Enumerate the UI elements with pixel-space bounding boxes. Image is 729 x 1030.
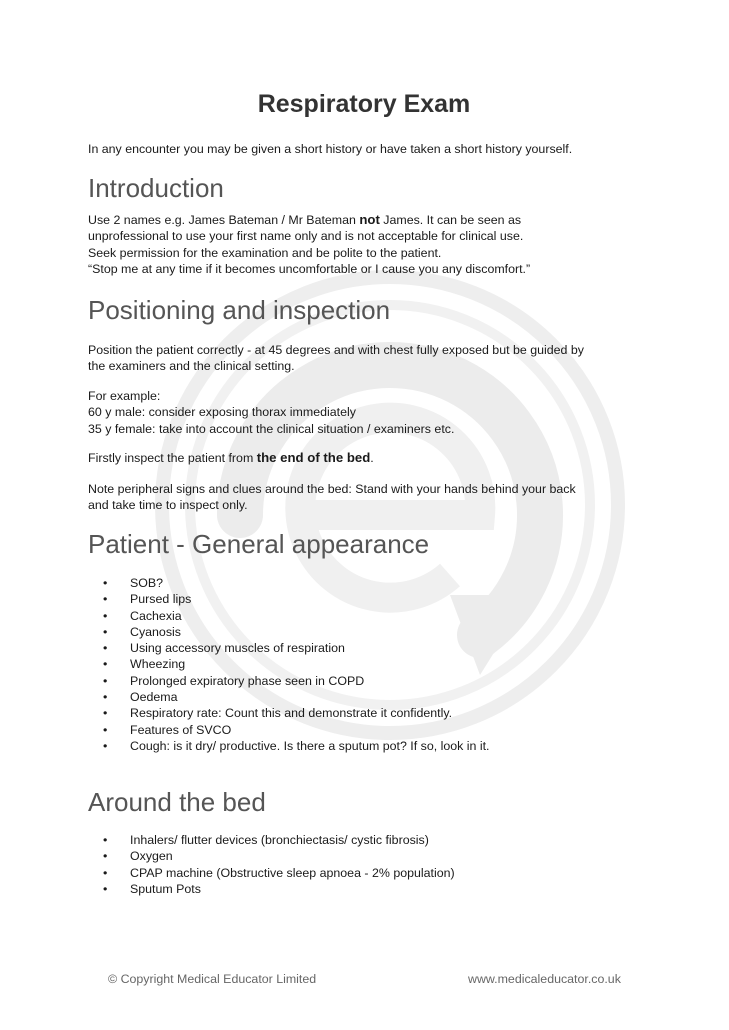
positioning-p2-line-1: For example: [88, 389, 161, 403]
positioning-paragraph-1 [88, 342, 648, 375]
list-item-text: Oedema [130, 690, 178, 705]
list-item [88, 656, 490, 672]
bullet-icon: • [103, 592, 108, 607]
positioning-p3-line: Firstly inspect the patient from the end of the bed. [88, 450, 374, 465]
list-item-text: Cachexia [130, 608, 182, 623]
bullet-icon: • [103, 706, 108, 721]
heading-introduction: Introduction [88, 173, 224, 203]
list-item-text: Respiratory rate: Count this and demonstrate it confidently. [130, 706, 453, 721]
bullet-icon: • [103, 576, 108, 590]
list-item [88, 722, 490, 738]
introduction-text [88, 212, 648, 277]
positioning-p2-line-2: 60 y male: consider exposing thorax immediately [88, 405, 356, 420]
footer-copyright: © Copyright Medical Educator Limited [108, 972, 317, 986]
list-item [88, 865, 455, 881]
positioning-p2-line-3: 35 y female: take into account the clinical situation / examiners etc. [88, 421, 455, 436]
bullet-icon: • [103, 722, 108, 737]
around-the-bed-list [88, 832, 455, 897]
list-item [88, 608, 490, 624]
bullet-icon: • [103, 833, 108, 847]
heading-around-the-bed: Around the bed [88, 787, 266, 817]
page-title: Respiratory Exam [257, 90, 471, 118]
introduction-line-2: unprofessional to use your first name only and is not acceptable for clinical use. [88, 229, 524, 244]
list-item-text: Sputum Pots [130, 881, 201, 896]
positioning-p4-line-1: Note peripheral signs and clues around the bed: Stand with your hands behind your back [88, 482, 576, 496]
bullet-icon: • [103, 608, 108, 623]
list-item [88, 738, 490, 754]
footer-website: www.medicaleducator.co.uk [468, 972, 621, 986]
bullet-icon: • [103, 881, 108, 896]
positioning-paragraph-2 [88, 388, 648, 437]
introduction-line-4: “Stop me at any time if it becomes uncomfortable or I cause you any discomfort.” [88, 261, 531, 276]
positioning-paragraph-3 [88, 450, 648, 466]
positioning-p1-line-2: the examiners and the clinical setting. [88, 359, 295, 374]
intro-text: In any encounter you may be given a short history or have taken a short history yourself. [88, 142, 573, 156]
list-item-text: Cyanosis [130, 624, 181, 639]
list-item-text: Inhalers/ flutter devices (bronchiectasis/ cystic fibrosis) [130, 833, 429, 847]
list-item [88, 689, 490, 705]
heading-general-appearance: Patient - General appearance [88, 529, 430, 559]
list-item [88, 848, 455, 864]
list-item [88, 832, 455, 848]
bullet-icon: • [103, 849, 108, 864]
list-item-text: CPAP machine (Obstructive sleep apnoea - 2% population) [130, 865, 455, 880]
bullet-icon: • [103, 624, 108, 639]
list-item [88, 591, 490, 607]
list-item [88, 640, 490, 656]
list-item [88, 881, 455, 897]
list-item-text: Using accessory muscles of respiration [130, 641, 345, 656]
introduction-line-1: Use 2 names e.g. James Bateman / Mr Bateman not James. It can be seen as [88, 212, 522, 227]
positioning-paragraph-4 [88, 481, 648, 514]
list-item-text: Pursed lips [130, 592, 192, 607]
list-item-text: Features of SVCO [130, 722, 232, 737]
list-item [88, 624, 490, 640]
list-item-text: SOB? [130, 576, 164, 590]
bullet-icon: • [103, 641, 108, 656]
list-item [88, 705, 490, 721]
list-item [88, 673, 490, 689]
bullet-icon: • [103, 865, 108, 880]
introduction-line-3: Seek permission for the examination and be polite to the patient. [88, 245, 442, 260]
positioning-p4-line-2: and take time to inspect only. [88, 498, 248, 513]
bullet-icon: • [103, 690, 108, 705]
bullet-icon: • [103, 738, 108, 753]
list-item-text: Prolonged expiratory phase seen in COPD [130, 673, 365, 688]
heading-positioning: Positioning and inspection [88, 295, 391, 325]
bullet-icon: • [103, 657, 108, 672]
list-item-text: Oxygen [130, 849, 173, 864]
list-item [88, 575, 490, 591]
positioning-p1-line-1: Position the patient correctly - at 45 degrees and with chest fully exposed but be guided by [88, 343, 584, 357]
list-item-text: Wheezing [130, 657, 186, 672]
list-item-text: Cough: is it dry/ productive. Is there a sputum pot? If so, look in it. [130, 738, 490, 753]
bullet-icon: • [103, 673, 108, 688]
general-appearance-list [88, 575, 490, 754]
